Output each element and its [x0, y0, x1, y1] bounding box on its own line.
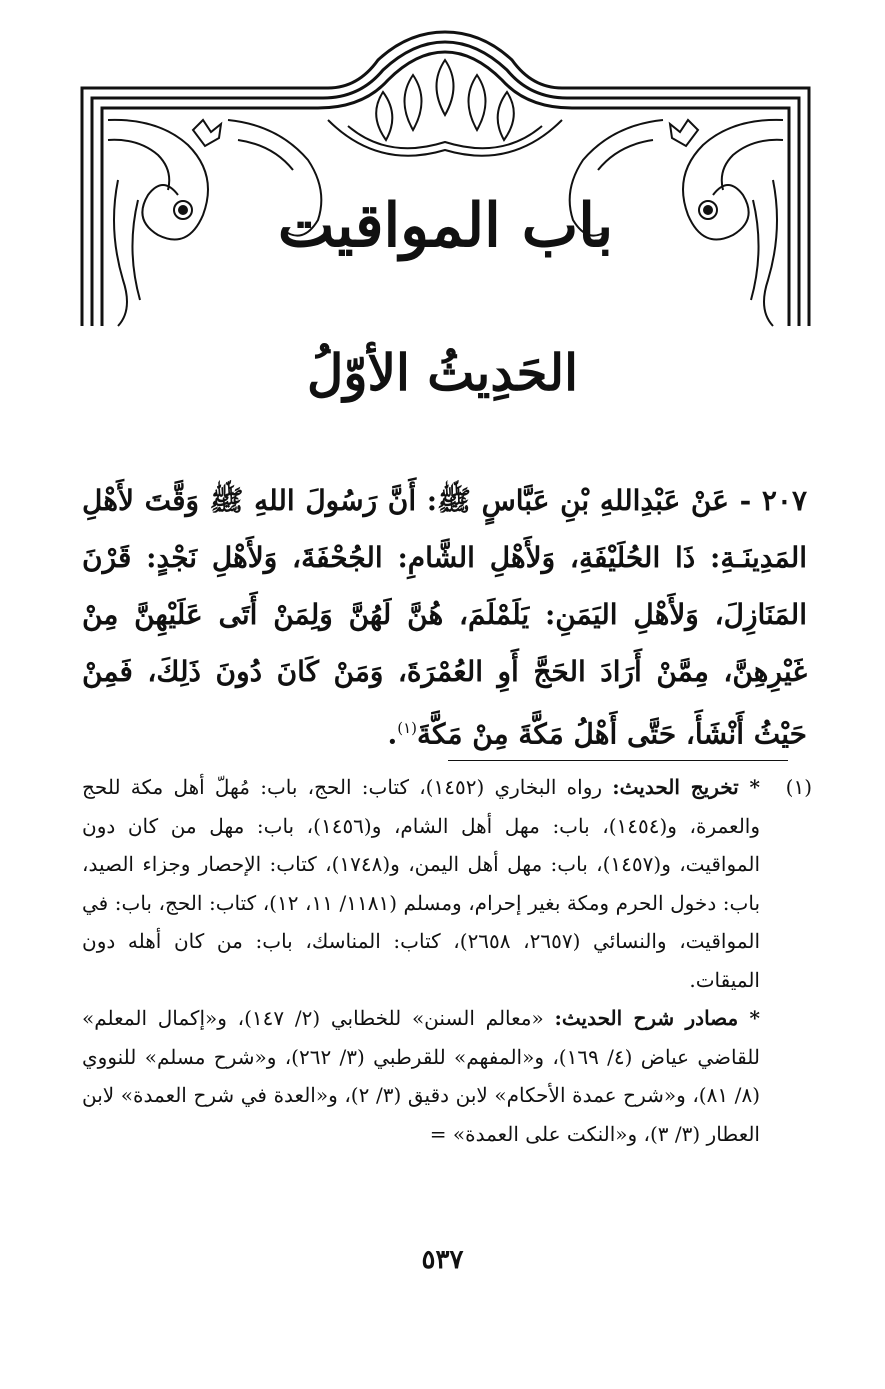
sources-paragraph	[82, 999, 760, 1153]
hadith-heading: الحَدِيثُ الأوّلُ	[307, 343, 578, 402]
sources-text: «معالم السنن» للخطابي (٢/ ١٤٧)، و«إكمال المعلم» للقاضي عياض (٤/ ١٦٩)، و«المفهم» للقرطبي (٣/ ٢٦٢)، و«شرح مسلم» للنووي (٨/ ٨١)، و«شرح عمدة الأحكام» لابن دقيق (٣/ ٢)، و«العدة في شرح العمدة» لابن العطار (٣/ ٣)، و«النكت على العمدة» =	[82, 1006, 760, 1146]
takhrij-text: رواه البخاري (١٤٥٢)، كتاب: الحج، باب: مُهلّ أهل مكة للحج والعمرة، و(١٤٥٤)، باب: مهل أهل الشام، و(١٤٥٦)، باب: مهل من كان دون المواقيت، و(١٤٥٧)، باب: مهل أهل اليمن، و(١٧٤٨)، كتاب: الإحصار وجزاء الصيد، باب: دخول الحرم ومكة بغير إحرام، ومسلم (١١٨١/ ١١، ١٢)، كتاب: الحج، باب: في المواقيت، والنسائي (٢٦٥٧، ٢٦٥٨)، كتاب: المناسك، باب: من كان أهله دون الميقات.	[82, 775, 761, 992]
hadith-text-block	[82, 472, 807, 762]
footnote-separator	[448, 760, 788, 761]
footnote-reference[interactable]: (١)	[397, 719, 418, 737]
hadith-end: .	[387, 717, 398, 751]
hadith-text: ٢٠٧ - عَنْ عَبْدِاللهِ بْنِ عَبَّاسٍ ﷺ: أَنَّ رَسُولَ اللهِ ﷺ وَقَّتَ لأَهْلِ المَدِينَـةِ: ذَا الحُلَيْفَةِ، وَلأَهْلِ الشَّامِ: الجُحْفَةَ، وَلأَهْلِ نَجْدٍ: قَرْنَ المَنَازِلَ، وَلأَهْلِ اليَمَنِ: يَلَمْلَمَ، هُنَّ لَهُنَّ وَلِمَنْ أَتَى عَلَيْهِنَّ مِنْ غَيْرِهِنَّ، مِمَّنْ أَرَادَ الحَجَّ أَوِ العُمْرَةَ، وَمَنْ كَانَ دُونَ ذَلِكَ، فَمِنْ حَيْثُ أَنْشَأَ، حَتَّى أَهْلُ مَكَّةَ مِنْ مَكَّةَ	[82, 484, 807, 751]
sources-lead: * مصادر شرح الحديث:	[554, 1006, 760, 1030]
hadith-paragraph	[82, 472, 807, 762]
takhrij-lead: * تخريج الحديث:	[612, 775, 760, 799]
takhrij-paragraph	[82, 768, 760, 999]
footnote-body	[82, 768, 760, 1153]
footnote-number: (١)	[785, 775, 812, 799]
page-number: ٥٣٧	[421, 1245, 464, 1275]
footnotes	[82, 768, 812, 1153]
chapter-title: باب المواقيت	[277, 191, 614, 261]
ornamental-frame	[78, 30, 813, 330]
footnote-1	[82, 768, 812, 1153]
